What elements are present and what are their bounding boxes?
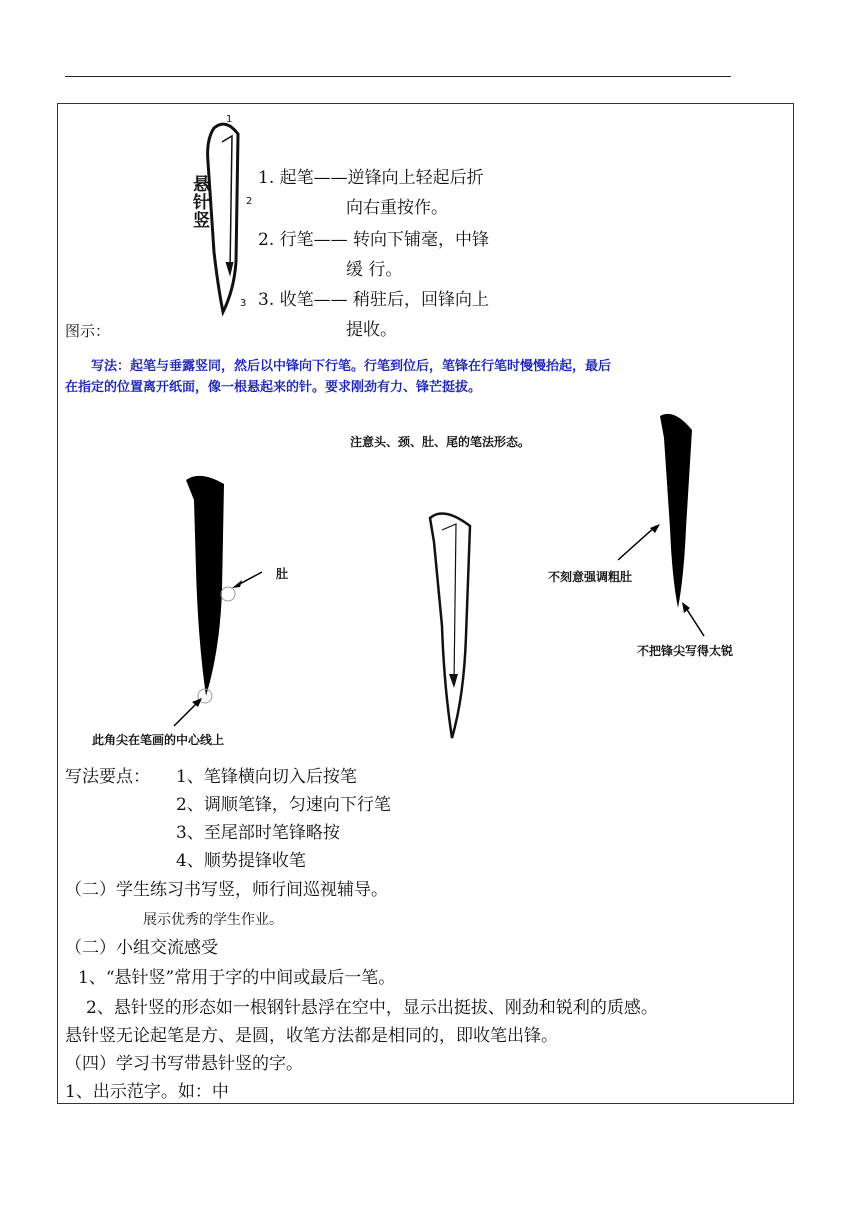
diagram-header: 注意头、颈、肚、尾的笔法形态。 [350,435,531,449]
body-p2: 展示优秀的学生作业。 [143,912,283,928]
method-line-1: 写法：起笔与垂露竖同，然后以中锋向下行笔。行笔到位后，笔锋在行笔时慢慢抬起，最后 [91,359,612,374]
body-p6: 悬针竖无论起笔是方、是圆，收笔方法都是相同的，即收笔出锋。 [65,1026,558,1046]
step-3-line1: 3. 收笔—— 稍驻后，回锋向上 [258,290,490,310]
header-rule [65,76,731,77]
no-sharp-label: 不把锋尖写得太锐 [637,644,734,658]
point-3: 3、至尾部时笔锋略按 [176,823,340,843]
body-p5: 2、悬针竖的形态如一根钢针悬浮在空中，显示出挺拔、刚劲和锐利的质感。 [86,998,658,1018]
step-number-3: 3 [240,298,247,309]
points-label: 写法要点： [65,767,150,787]
no-belly-label: 不刻意强调粗肚 [548,570,633,584]
stroke-title: 悬针竖 [193,175,210,231]
point-2: 2、调顺笔锋，匀速向下行笔 [176,795,391,815]
body-p1: （二）学生练习书写竖，师行间巡视辅导。 [65,880,388,900]
step-2-line2: 缓 行。 [346,260,403,280]
belly-label: 肚 [276,567,289,581]
method-paragraph [65,356,793,398]
method-line-2: 在指定的位置离开纸面，像一根悬起来的针。要求刚劲有力、锋芒挺拔。 [65,380,482,395]
step-1-line2: 向右重按作。 [346,198,448,218]
point-1: 1、笔锋横向切入后按笔 [176,767,357,787]
step-3-line2: 提收。 [346,320,397,340]
figure-label: 图示： [65,322,111,340]
step-2-line1: 2. 行笔—— 转向下铺毫，中锋 [258,230,490,250]
body-p4: 1、“悬针竖”常用于字的中间或最后一笔。 [78,968,396,988]
stroke-outline-diagram-2 [420,506,480,746]
body-p8: 1、出示范字。如：中 [65,1082,229,1102]
body-p7: （四）学习书写带悬针竖的字。 [65,1054,303,1074]
step-number-2: 2 [246,196,253,207]
annotation-arrows-left [170,560,300,730]
point-4: 4、顺势提锋收笔 [176,851,306,871]
step-1-line1: 1. 起笔——逆锋向上轻起后折 [258,168,484,188]
body-p3: （二）小组交流感受 [65,938,218,958]
tip-label: 此角尖在笔画的中心线上 [92,733,225,747]
step-number-1: 1 [226,114,233,125]
